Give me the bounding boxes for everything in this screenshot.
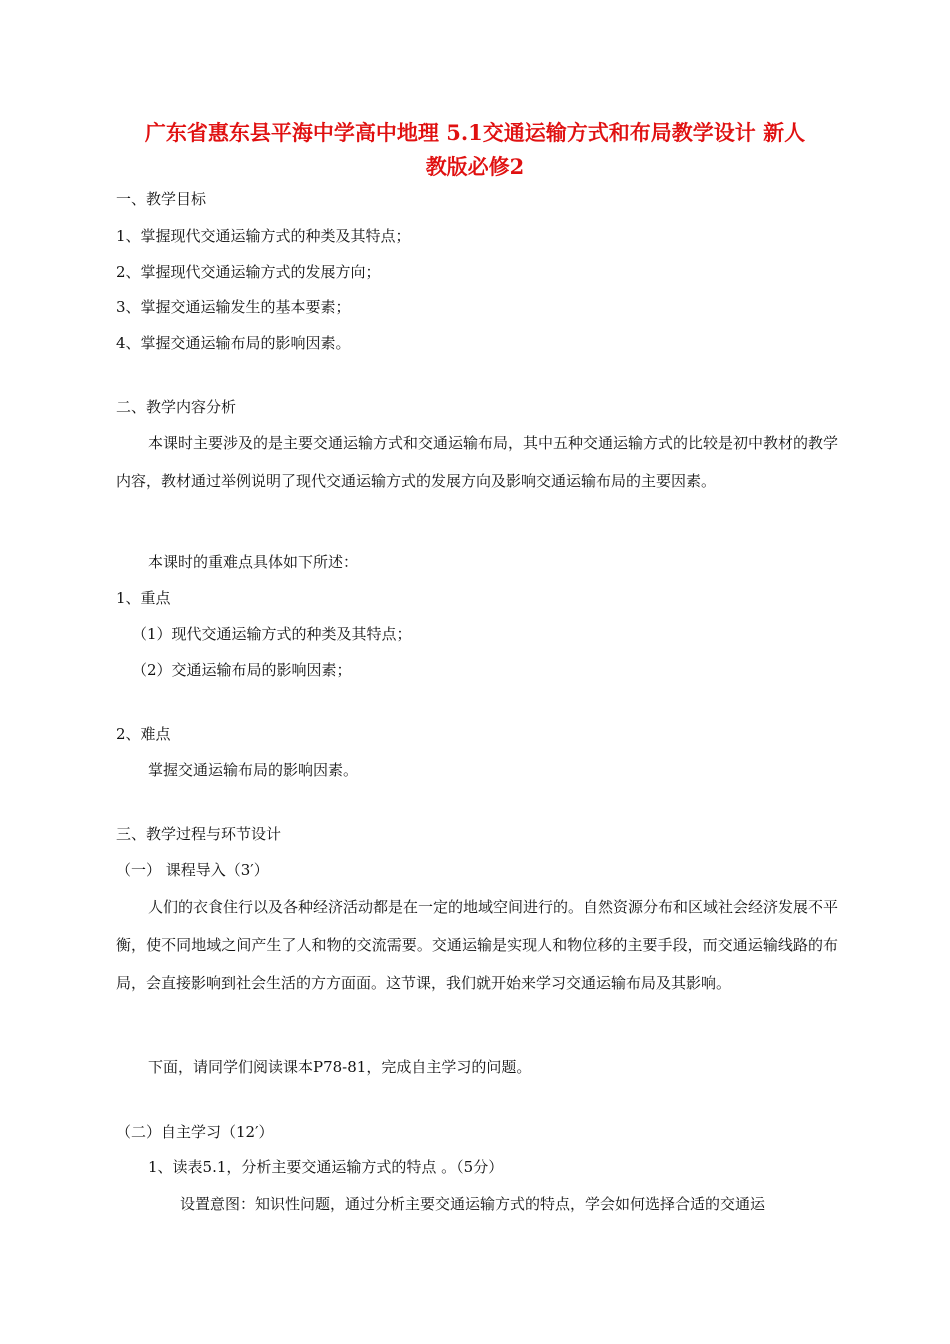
section-heading-content-analysis: 二、教学内容分析 (116, 398, 237, 416)
self-study-heading: （二）自主学习（12′） (116, 1123, 274, 1141)
objective-item-2: 2、掌握现代交通运输方式的发展方向； (116, 263, 381, 281)
difficult-points-heading: 2、难点 (116, 725, 171, 743)
difficult-point-item: 掌握交通运输布局的影响因素。 (148, 761, 359, 779)
course-intro-text: 人们的衣食住行以及各种经济活动都是在一定的地域空间进行的。自然资源分布和区域社会经济发展不平衡，使不同地域之间产生了人和物的交流需要。交通运输是实现人和物位移的主要手段，而交通运输线路的布局，会直接影响到社会生活的方方面面。这节课，我们就开始来学习交通运输布局及其影响。 (116, 898, 839, 992)
section-heading-teaching-process: 三、教学过程与环节设计 (116, 825, 282, 843)
objective-item-3: 3、掌握交通运输发生的基本要素； (116, 298, 351, 316)
objective-item-1: 1、掌握现代交通运输方式的种类及其特点； (116, 227, 411, 245)
design-intent-text: 设置意图：知识性问题，通过分析主要交通运输方式的特点，学会如何选择合适的交通运 (180, 1195, 766, 1213)
key-points-intro: 本课时的重难点具体如下所述： (148, 553, 359, 571)
document-title-line-1: 广东省惠东县平海中学高中地理 5.1交通运输方式和布局教学设计 新人 (144, 120, 806, 145)
section-heading-objectives: 一、教学目标 (116, 190, 207, 208)
key-points-heading: 1、重点 (116, 589, 171, 607)
self-study-item-1: 1、读表5.1，分析主要交通运输方式的特点 。（5分） (148, 1158, 504, 1176)
document-title-line-2: 教版必修2 (425, 154, 525, 179)
key-point-item-1: （1）现代交通运输方式的种类及其特点； (132, 625, 412, 643)
content-analysis-text: 本课时主要涉及的是主要交通运输方式和交通运输布局，其中五种交通运输方式的比较是初中教材的教学内容，教材通过举例说明了现代交通运输方式的发展方向及影响交通运输布局的主要因素。 (116, 434, 839, 490)
objective-item-4: 4、掌握交通运输布局的影响因素。 (116, 334, 351, 352)
reading-instruction: 下面，请同学们阅读课本P78-81，完成自主学习的问题。 (148, 1058, 532, 1076)
key-point-item-2: （2）交通运输布局的影响因素； (132, 661, 352, 679)
content-analysis-paragraph (116, 424, 838, 500)
course-intro-paragraph (116, 888, 838, 1002)
course-intro-heading: （一） 课程导入（3′） (116, 861, 269, 879)
